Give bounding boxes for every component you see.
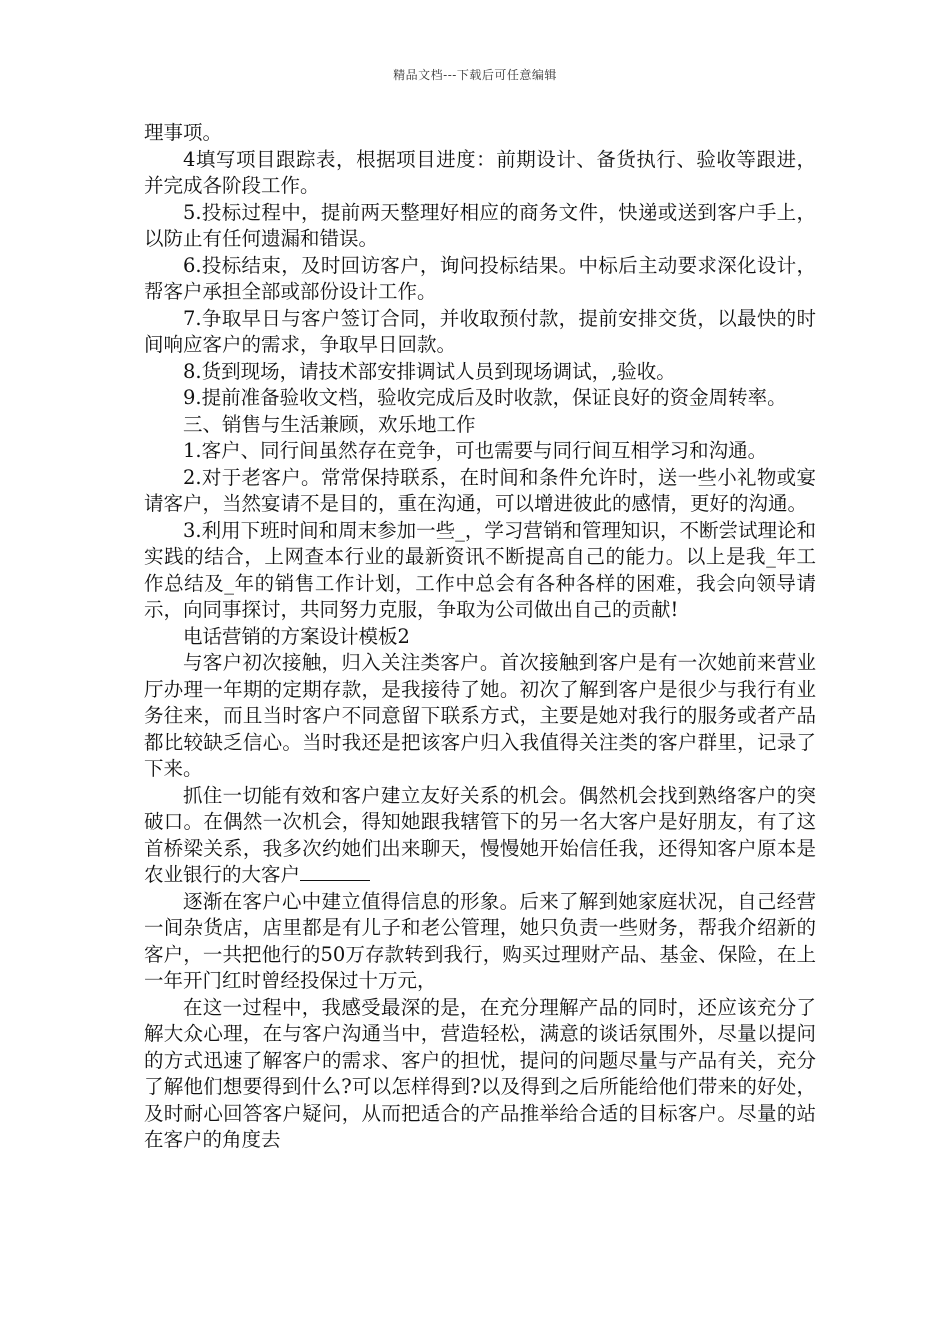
- paragraph-build-relationship-text: 抓住一切能有效和客户建立友好关系的机会。偶然机会找到熟络客户的突破口。在偶然一次机会，得知她跟我辖管下的另一名大客户是好朋友，有了这首桥梁关系，我多次约她们出来聊天，慢慢她开始信任我，还得知客户原本是农业银行的大客户: [144, 783, 816, 886]
- paragraph-first-contact: 与客户初次接触，归入关注类客户。首次接触到客户是有一次她前来营业厅办理一年期的定期存款，是我接待了她。初次了解到客户是很少与我行有业务往来，而且当时客户不同意留下联系方式，主要是她对我行的服务或者产品都比较缺乏信心。当时我还是把该客户归入我值得关注类的客户群里，记录了下来。: [144, 651, 816, 780]
- paragraph-section3-item-1: 1.客户、同行间虽然存在竞争，可也需要与同行间互相学习和沟通。: [183, 439, 768, 462]
- paragraph-item-4: 4填写项目跟踪表，根据项目进度：前期设计、备货执行、验收等跟进，并完成各阶段工作。: [144, 147, 816, 197]
- section-heading-3: 三、销售与生活兼顾，欢乐地工作: [183, 412, 476, 436]
- paragraph-section3-item-3: 3.利用下班时间和周末参加一些_，学习营销和管理知识，不断尝试理论和实践的结合，上网查本行业的最新资讯不断提高自己的能力。以上是我_年工作总结及_年的销售工作计划，工作中总会有各种各样的困难，我会向领导请示，向同事探讨，共同努力克服，争取为公司做出自己的贡献!: [144, 518, 816, 621]
- paragraph-item-7: 7.争取早日与客户签订合同，并收取预付款，提前安排交货，以最快的时间响应客户的需求，争取早日回款。: [144, 306, 816, 356]
- paragraph-item-8: 8.货到现场，请技术部安排调试人员到现场调试，,验收。: [183, 359, 676, 383]
- paragraph-continuation: 理事项。: [144, 121, 223, 144]
- paragraph-item-9: 9.提前准备验收文档，验收完成后及时收款，保证良好的资金周转率。: [183, 386, 787, 409]
- paragraph-build-relationship: [144, 783, 816, 889]
- paragraph-reflection: 在这一过程中，我感受最深的是，在充分理解产品的同时，还应该充分了解大众心理，在与客户沟通当中，营造轻松，满意的谈话氛围外，尽量以提问的方式迅速了解客户的需求、客户的担忧，提问的问题尽量与产品有关，充分了解他们想要得到什么?可以怎样得到?以及得到之后所能给他们带来的好处，及时耐心回答客户疑问，从而把适合的产品推举给合适的目标客户。尽量的站在客户的角度去: [144, 995, 816, 1151]
- paragraph-item-5: 5.投标过程中，提前两天整理好相应的商务文件，快递或送到客户手上，以防止有任何遗漏和错误。: [144, 200, 816, 250]
- blank-underline: [300, 862, 370, 881]
- template-title-2: 电话营销的方案设计模板2: [183, 624, 410, 648]
- paragraph-build-trust: 逐渐在客户心中建立值得信息的形象。后来了解到她家庭状况，自己经营一间杂货店，店里都是有儿子和老公管理，她只负责一些财务，帮我介绍新的客户，一共把他行的50万存款转到我行，购买过理财产品、基金、保险，在上一年开门红时曾经投保过十万元，: [144, 889, 816, 992]
- paragraph-section3-item-2: 2.对于老客户。常常保持联系，在时间和条件允许时，送一些小礼物或宴请客户，当然宴请不是目的，重在沟通，可以增进彼此的感情，更好的沟通。: [144, 465, 816, 515]
- document-body: [144, 120, 816, 1154]
- page-header: 精品文档---下载后可任意编辑: [393, 68, 557, 82]
- paragraph-item-6: 6.投标结束，及时回访客户，询问投标结果。中标后主动要求深化设计，帮客户承担全部或部份设计工作。: [144, 253, 816, 303]
